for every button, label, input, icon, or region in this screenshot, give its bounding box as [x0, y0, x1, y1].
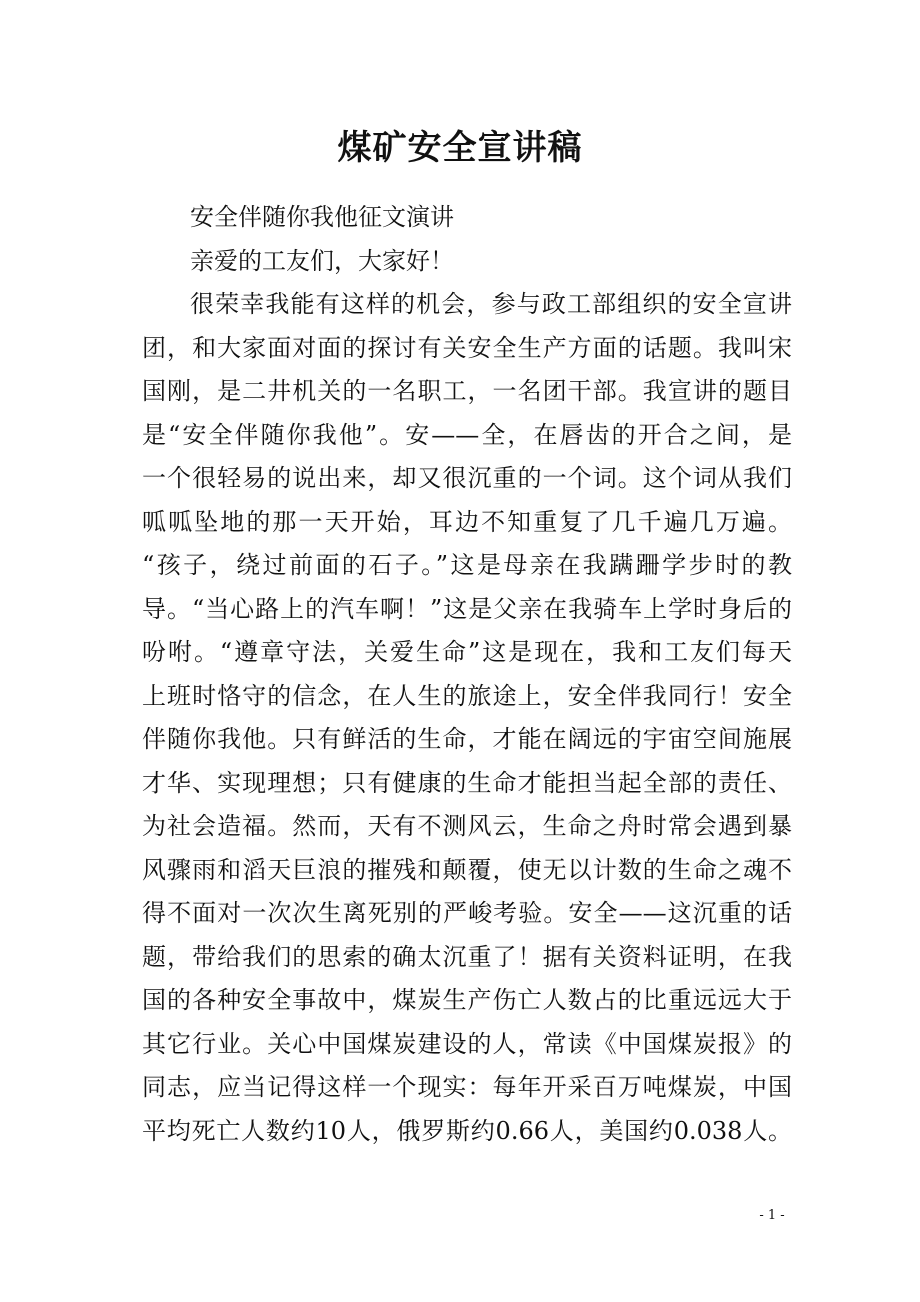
body-line: 是“安全伴随你我他”。安——全，在唇齿的开合之间，是 — [142, 420, 792, 449]
body-line: 其它行业。关心中国煤炭建设的人，常读《中国煤炭报》的 — [142, 1029, 792, 1058]
body-line: “孩子，绕过前面的石子。”这是母亲在我蹒跚学步时的教 — [142, 551, 792, 579]
document-subtitle: 安全伴随你我他征文演讲 — [190, 203, 454, 231]
body-line: 很荣幸我能有这样的机会，参与政工部组织的安全宣讲 — [190, 290, 792, 318]
body-line: 才华、实现理想；只有健康的生命才能担当起全部的责任、 — [142, 768, 792, 797]
greeting-line: 亲爱的工友们，大家好！ — [190, 247, 454, 275]
page-number: - 1 - — [759, 1208, 785, 1223]
body-line: 伴随你我他。只有鲜活的生命，才能在阔远的宇宙空间施展 — [142, 725, 792, 753]
document-title: 煤矿安全宣讲稿 — [337, 128, 583, 168]
body-line: 同志，应当记得这样一个现实：每年开采百万吨煤炭，中国 — [142, 1073, 792, 1101]
body-paragraph — [142, 283, 792, 1153]
body-line: 团，和大家面对面的探讨有关安全生产方面的话题。我叫宋 — [142, 333, 792, 362]
body-line: 平均死亡人数约10人，俄罗斯约0.66人，美国约0.038人。 — [142, 1116, 792, 1145]
body-line: 为社会造福。然而，天有不测风云，生命之舟时常会遇到暴 — [142, 812, 792, 840]
body-line: 题，带给我们的思索的确太沉重了！据有关资料证明，在我 — [142, 942, 792, 971]
body-line: 国刚，是二井机关的一名职工，一名团干部。我宣讲的题目 — [142, 377, 792, 405]
body-line: 吩咐。“遵章守法，关爱生命”这是现在，我和工友们每天 — [142, 638, 792, 666]
body-line: 上班时恪守的信念，在人生的旅途上，安全伴我同行！安全 — [142, 681, 792, 710]
body-line: 导。“当心路上的汽车啊！”这是父亲在我骑车上学时身后的 — [142, 594, 792, 623]
body-line: 风骤雨和滔天巨浪的摧残和颠覆，使无以计数的生命之魂不 — [142, 855, 792, 884]
body-line: 呱呱坠地的那一天开始，耳边不知重复了几千遍几万遍。 — [142, 507, 792, 536]
body-line: 一个很轻易的说出来，却又很沉重的一个词。这个词从我们 — [142, 464, 792, 492]
body-line: 国的各种安全事故中，煤炭生产伤亡人数占的比重远远大于 — [142, 986, 792, 1014]
body-line: 得不面对一次次生离死别的严峻考验。安全——这沉重的话 — [142, 899, 792, 927]
